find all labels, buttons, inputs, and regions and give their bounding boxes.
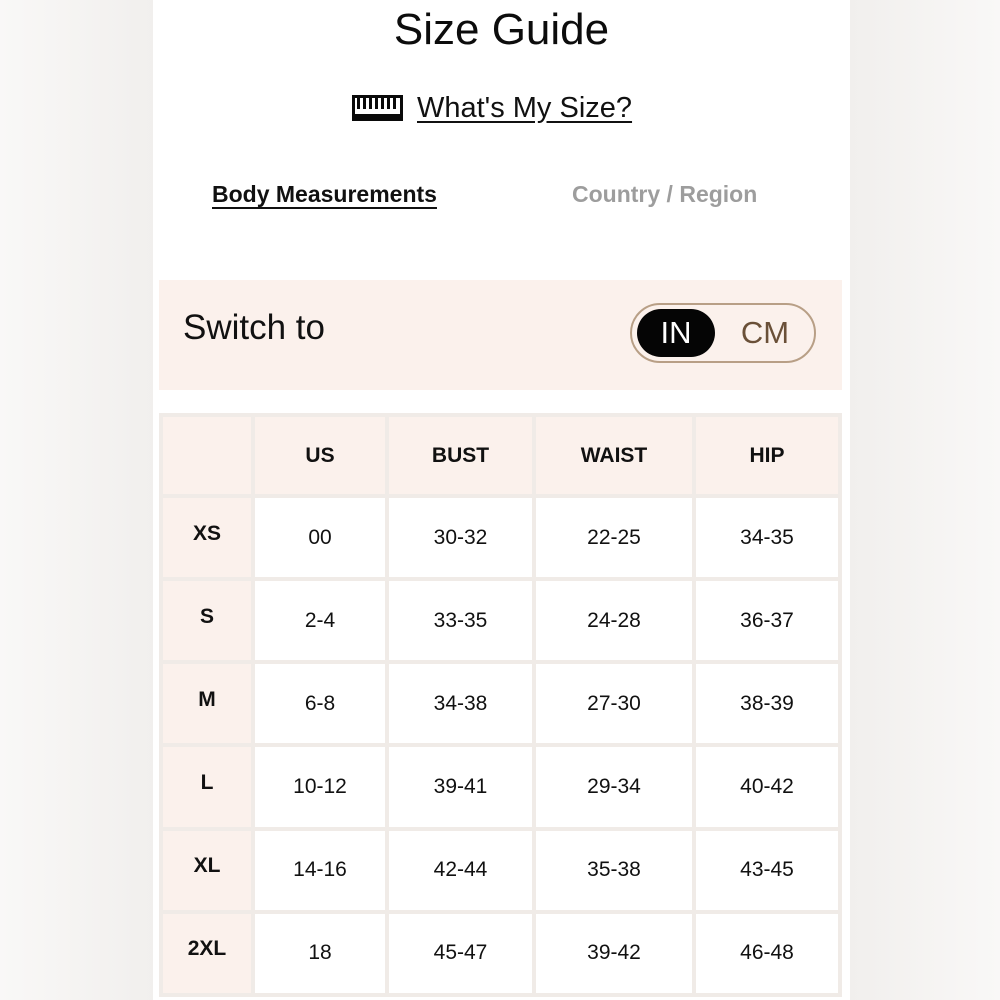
waist-cell: 22-25 (536, 498, 692, 577)
whats-my-size-link-row[interactable] (352, 88, 632, 128)
bust-cell: 34-38 (389, 664, 532, 743)
waist-cell: 27-30 (536, 664, 692, 743)
whats-my-size-link[interactable]: What's My Size? (417, 91, 633, 124)
size-label: M (163, 664, 251, 743)
page-title: Size Guide (393, 5, 610, 54)
table-row (163, 747, 838, 826)
tab-body-measurements[interactable]: Body Measurements (212, 181, 437, 207)
table-row (163, 581, 838, 660)
us-size-cell: 10-12 (255, 747, 385, 826)
unit-toggle[interactable] (630, 303, 816, 363)
unit-switch-bar (159, 280, 842, 390)
header-waist: WAIST (536, 417, 692, 494)
table-row (163, 664, 838, 743)
size-label: S (163, 581, 251, 660)
bust-cell: 39-41 (389, 747, 532, 826)
us-size-cell: 14-16 (255, 831, 385, 910)
bust-cell: 45-47 (389, 914, 532, 993)
size-label: 2XL (163, 914, 251, 993)
waist-cell: 39-42 (536, 914, 692, 993)
unit-option-cm[interactable]: CM (740, 315, 790, 350)
us-size-cell: 18 (255, 914, 385, 993)
header-hip: HIP (696, 417, 838, 494)
hip-cell: 38-39 (696, 664, 838, 743)
table-row (163, 914, 838, 993)
header-corner-cell (163, 417, 251, 494)
waist-cell: 24-28 (536, 581, 692, 660)
waist-cell: 35-38 (536, 831, 692, 910)
hip-cell: 40-42 (696, 747, 838, 826)
hip-cell: 36-37 (696, 581, 838, 660)
table-header-row (163, 417, 838, 494)
size-table (159, 413, 842, 997)
hip-cell: 43-45 (696, 831, 838, 910)
table-row (163, 831, 838, 910)
page-background-left (0, 0, 155, 1000)
table-row (163, 498, 838, 577)
hip-cell: 46-48 (696, 914, 838, 993)
page-background-right (850, 0, 1000, 1000)
ruler-icon (352, 95, 403, 121)
us-size-cell: 6-8 (255, 664, 385, 743)
tab-country-region[interactable]: Country / Region (572, 181, 758, 207)
header-bust: BUST (389, 417, 532, 494)
size-label: XL (163, 831, 251, 910)
header-us: US (255, 417, 385, 494)
bust-cell: 42-44 (389, 831, 532, 910)
size-label: XS (163, 498, 251, 577)
us-size-cell: 00 (255, 498, 385, 577)
hip-cell: 34-35 (696, 498, 838, 577)
switch-to-label: Switch to (183, 308, 325, 347)
waist-cell: 29-34 (536, 747, 692, 826)
us-size-cell: 2-4 (255, 581, 385, 660)
bust-cell: 33-35 (389, 581, 532, 660)
size-label: L (163, 747, 251, 826)
bust-cell: 30-32 (389, 498, 532, 577)
unit-option-in[interactable]: IN (637, 309, 715, 357)
